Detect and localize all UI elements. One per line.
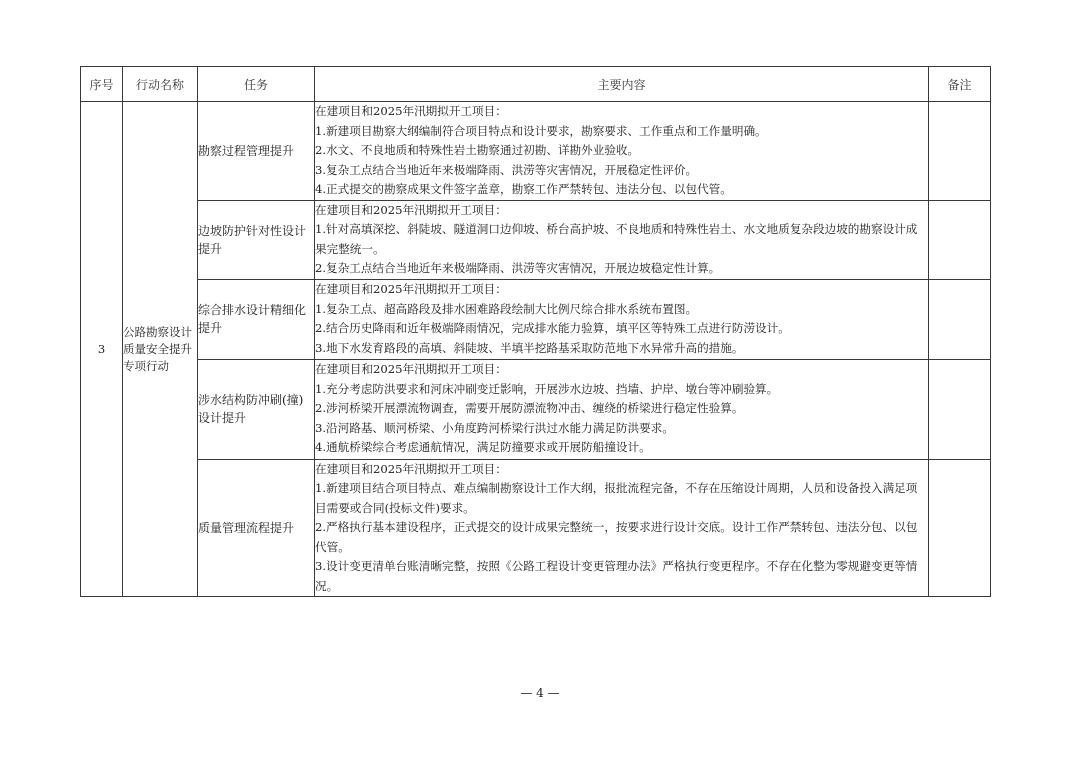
remark-cell [929,459,991,597]
table-row [81,102,991,201]
content-item: 2.涉河桥梁开展漂流物调查，需要开展防漂流物冲击、缠绕的桥梁进行稳定性验算。 [315,401,744,416]
content-item: 1.针对高填深挖、斜陡坡、隧道洞口边仰坡、桥台高护坡、不良地质和特殊性岩土、水文地质复杂段边坡的勘察设计成果完整统一。 [315,222,918,256]
content-intro: 在建项目和2025年汛期拟开工项目： [315,282,507,296]
task-scour-protection: 涉水结构防冲刷(撞)设计提升 [198,359,315,459]
action-name: 公路勘察设计质量安全提升专项行动 [123,102,198,597]
content-item: 3.复杂工点结合当地近年来极端降雨、洪涝等灾害情况，开展稳定性评价。 [315,162,698,177]
content-intro: 在建项目和2025年汛期拟开工项目： [315,202,507,217]
header-remark: 备注 [929,67,991,102]
content-slope-protection [315,200,929,279]
content-intro: 在建项目和2025年汛期拟开工项目： [315,104,507,118]
table-row [81,359,991,459]
content-survey-process [315,102,929,201]
content-item: 1.充分考虑防洪要求和河床冲刷变迁影响，开展涉水边坡、挡墙、护岸、墩台等冲刷验算。 [315,381,779,396]
task-drainage-design: 综合排水设计精细化提升 [198,279,315,359]
content-item: 1.新建项目结合项目特点、难点编制勘察设计工作大纲，报批流程完备，不存在压缩设计周期，人员和设备投入满足项目需要或合同(投标文件)要求。 [315,481,918,515]
task-survey-process: 勘察过程管理提升 [198,102,315,201]
content-item: 3.设计变更清单台账清晰完整，按照《公路工程设计变更管理办法》严格执行变更程序。不存在化整为零规避变更等情况。 [315,559,918,593]
content-item: 2.结合历史降雨和近年极端降雨情况，完成排水能力验算，填平区等特殊工点进行防涝设计。 [315,321,790,335]
content-item: 3.地下水发育路段的高填、斜陡坡、半填半挖路基采取防范地下水异常升高的措施。 [315,340,744,355]
header-task: 任务 [198,67,315,102]
table-row [81,279,991,359]
content-item: 2.严格执行基本建设程序，正式提交的设计成果完整统一，按要求进行设计交底。设计工作严禁转包、违法分包、以包代管。 [315,520,918,554]
table-row [81,459,991,597]
content-intro: 在建项目和2025年汛期拟开工项目： [315,362,507,377]
content-drainage-design [315,279,929,359]
header-action-name: 行动名称 [123,67,198,102]
row-index: 3 [81,102,123,597]
content-scour-protection [315,359,929,459]
remark-cell [929,359,991,459]
content-item: 3.沿河路基、顺河桥梁、小角度跨河桥梁行洪过水能力满足防洪要求。 [315,420,674,435]
remark-cell [929,102,991,201]
header-index: 序号 [81,67,123,102]
table-row [81,200,991,279]
remark-cell [929,279,991,359]
content-item: 4.通航桥梁综合考虑通航情况，满足防撞要求或开展防船撞设计。 [315,440,651,455]
task-quality-management: 质量管理流程提升 [198,459,315,597]
task-slope-protection: 边坡防护针对性设计提升 [198,200,315,279]
content-item: 2.复杂工点结合当地近年来极端降雨、洪涝等灾害情况，开展边坡稳定性计算。 [315,261,721,275]
content-item: 2.水文、不良地质和特殊性岩土勘察通过初勘、详勘外业验收。 [315,143,640,157]
content-intro: 在建项目和2025年汛期拟开工项目： [315,461,507,476]
content-quality-management [315,459,929,597]
content-item: 1.新建项目勘察大纲编制符合项目特点和设计要求，勘察要求、工作重点和工作量明确。 [315,123,767,138]
content-item: 1.复杂工点、超高路段及排水困难路段绘制大比例尺综合排水系统布置图。 [315,301,698,316]
header-main-content: 主要内容 [315,67,929,102]
page-number: — 4 — [520,686,560,700]
remark-cell [929,200,991,279]
action-plan-table [80,66,991,597]
content-item: 4.正式提交的勘察成果文件签字盖章，勘察工作严禁转包、违法分包、以包代管。 [315,182,732,196]
table-header-row [81,67,991,102]
